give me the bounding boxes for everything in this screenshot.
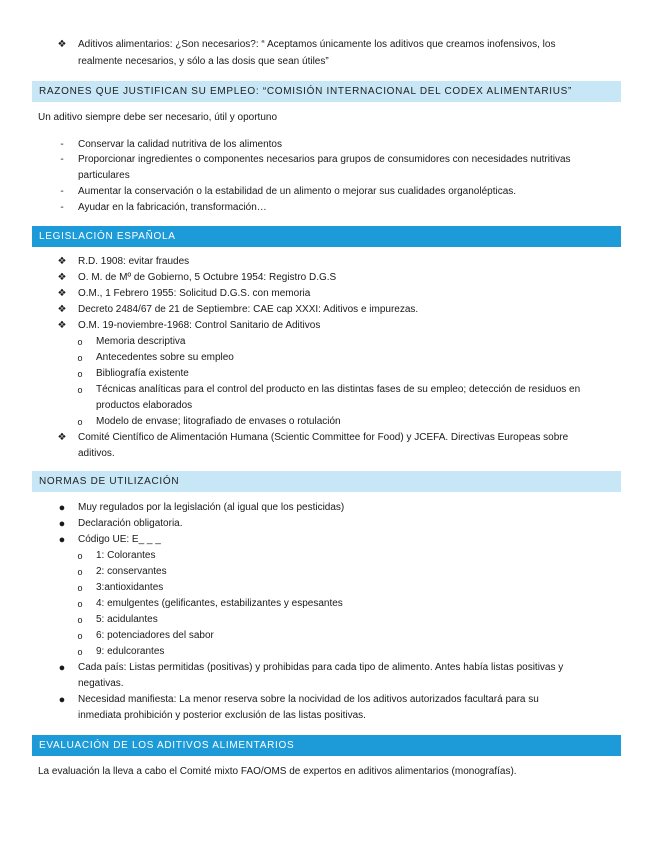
diamond-bullet-icon: ❖: [57, 288, 67, 299]
round-bullet-icon: ●: [58, 534, 66, 546]
list-item: Conservar la calidad nutritiva de los alimentos: [78, 139, 282, 150]
sub-list-item: Memoria descriptiva: [96, 336, 186, 347]
dash-bullet-icon: -: [60, 186, 64, 197]
sub-list-item: Antecedentes sobre su empleo: [96, 352, 234, 363]
diamond-bullet-icon: ❖: [57, 304, 67, 315]
section-heading-legislacion: LEGISLACIÓN ESPAÑOLA: [32, 226, 621, 247]
sub-list-item: Bibliografía existente: [96, 368, 189, 379]
list-item: O. M. de Mº de Gobierno, 5 Octubre 1954: Registro D.G.S: [78, 272, 337, 283]
list-item: O.M., 1 Febrero 1955: Solicitud D.G.S. con memoria: [78, 288, 311, 299]
circle-bullet-icon: o: [77, 353, 83, 363]
list-item: Muy regulados por la legislación (al igual que los pesticidas): [78, 502, 345, 513]
code-item: 4: emulgentes (gelificantes, estabilizantes y espesantes: [96, 598, 343, 609]
circle-bullet-icon: o: [77, 385, 83, 395]
round-bullet-icon: ●: [58, 662, 66, 674]
list-item-continuation: aditivos.: [78, 448, 115, 459]
list-item: Aumentar la conservación o la estabilidad de un alimento o mejorar sus cualidades organolépticas.: [78, 186, 517, 197]
dash-bullet-icon: -: [60, 139, 64, 150]
section-heading-normas: NORMAS DE UTILIZACIÓN: [32, 471, 621, 492]
razones-paragraph: Un aditivo siempre debe ser necesario, útil y oportuno: [38, 112, 278, 123]
sub-list-item-continuation: productos elaborados: [96, 400, 193, 411]
circle-bullet-icon: o: [77, 551, 83, 561]
intro-line-1: Aditivos alimentarios: ¿Son necesarios?: “ Aceptamos únicamente los aditivos que creamos inofensivos, los: [78, 39, 556, 50]
circle-bullet-icon: o: [77, 599, 83, 609]
dash-bullet-icon: -: [60, 202, 64, 213]
circle-bullet-icon: o: [77, 337, 83, 347]
diamond-bullet-icon: ❖: [57, 320, 67, 331]
round-bullet-icon: ●: [58, 694, 66, 706]
diamond-bullet-icon: ❖: [57, 256, 67, 267]
evaluacion-paragraph: La evaluación la lleva a cabo el Comité mixto FAO/OMS de expertos en aditivos alimentarios (monografías).: [38, 766, 517, 777]
diamond-bullet-icon: ❖: [57, 39, 67, 50]
dash-bullet-icon: -: [60, 154, 64, 165]
round-bullet-icon: ●: [58, 518, 66, 530]
code-item: 6: potenciadores del sabor: [96, 630, 214, 641]
list-item: Decreto 2484/67 de 21 de Septiembre: CAE cap XXXI: Aditivos e impurezas.: [78, 304, 419, 315]
circle-bullet-icon: o: [77, 647, 83, 657]
code-item: 1: Colorantes: [96, 550, 156, 561]
circle-bullet-icon: o: [77, 631, 83, 641]
diamond-bullet-icon: ❖: [57, 432, 67, 443]
diamond-bullet-icon: ❖: [57, 272, 67, 283]
list-item: Cada país: Listas permitidas (positivas) y prohibidas para cada tipo de alimento. Antes había listas positivas y: [78, 662, 564, 673]
sub-list-item: Técnicas analíticas para el control del producto en las distintas fases de su empleo; detección de residuos en: [96, 384, 581, 395]
code-item: 5: acidulantes: [96, 614, 158, 625]
code-item: 3:antioxidantes: [96, 582, 164, 593]
circle-bullet-icon: o: [77, 567, 83, 577]
sub-list-item: Modelo de envase; litografiado de envases o rotulación: [96, 416, 341, 427]
circle-bullet-icon: o: [77, 369, 83, 379]
code-item: 2: conservantes: [96, 566, 167, 577]
section-heading-evaluacion: EVALUACIÓN DE LOS ADITIVOS ALIMENTARIOS: [32, 735, 621, 756]
list-item: Comité Científico de Alimentación Humana (Scientic Committee for Food) y JCEFA. Directivas Europeas sobre: [78, 432, 569, 443]
intro-line-2: realmente necesarios, y sólo a las dosis que sean útiles”: [78, 56, 329, 67]
circle-bullet-icon: o: [77, 417, 83, 427]
list-item: R.D. 1908: evitar fraudes: [78, 256, 190, 267]
list-item: Declaración obligatoria.: [78, 518, 183, 529]
list-item: Ayudar en la fabricación, transformación…: [78, 202, 267, 213]
list-item-continuation: particulares: [78, 170, 130, 181]
list-item: Proporcionar ingredientes o componentes necesarios para grupos de consumidores con necesidades nutritivas: [78, 154, 571, 165]
list-item-continuation: inmediata prohibición y posterior exclusión de las listas positivas.: [78, 710, 366, 721]
code-item: 9: edulcorantes: [96, 646, 165, 657]
list-item: Necesidad manifiesta: La menor reserva sobre la nocividad de los aditivos autorizados facultará para su: [78, 694, 539, 705]
list-item-continuation: negativas.: [78, 678, 124, 689]
circle-bullet-icon: o: [77, 615, 83, 625]
list-item: Código UE: E_ _ _: [78, 534, 161, 545]
section-heading-razones: RAZONES QUE JUSTIFICAN SU EMPLEO: “COMISIÓN INTERNACIONAL DEL CODEX ALIMENTARIUS”: [32, 81, 621, 102]
list-item: O.M. 19-noviembre-1968: Control Sanitario de Aditivos: [78, 320, 321, 331]
round-bullet-icon: ●: [58, 502, 66, 514]
circle-bullet-icon: o: [77, 583, 83, 593]
